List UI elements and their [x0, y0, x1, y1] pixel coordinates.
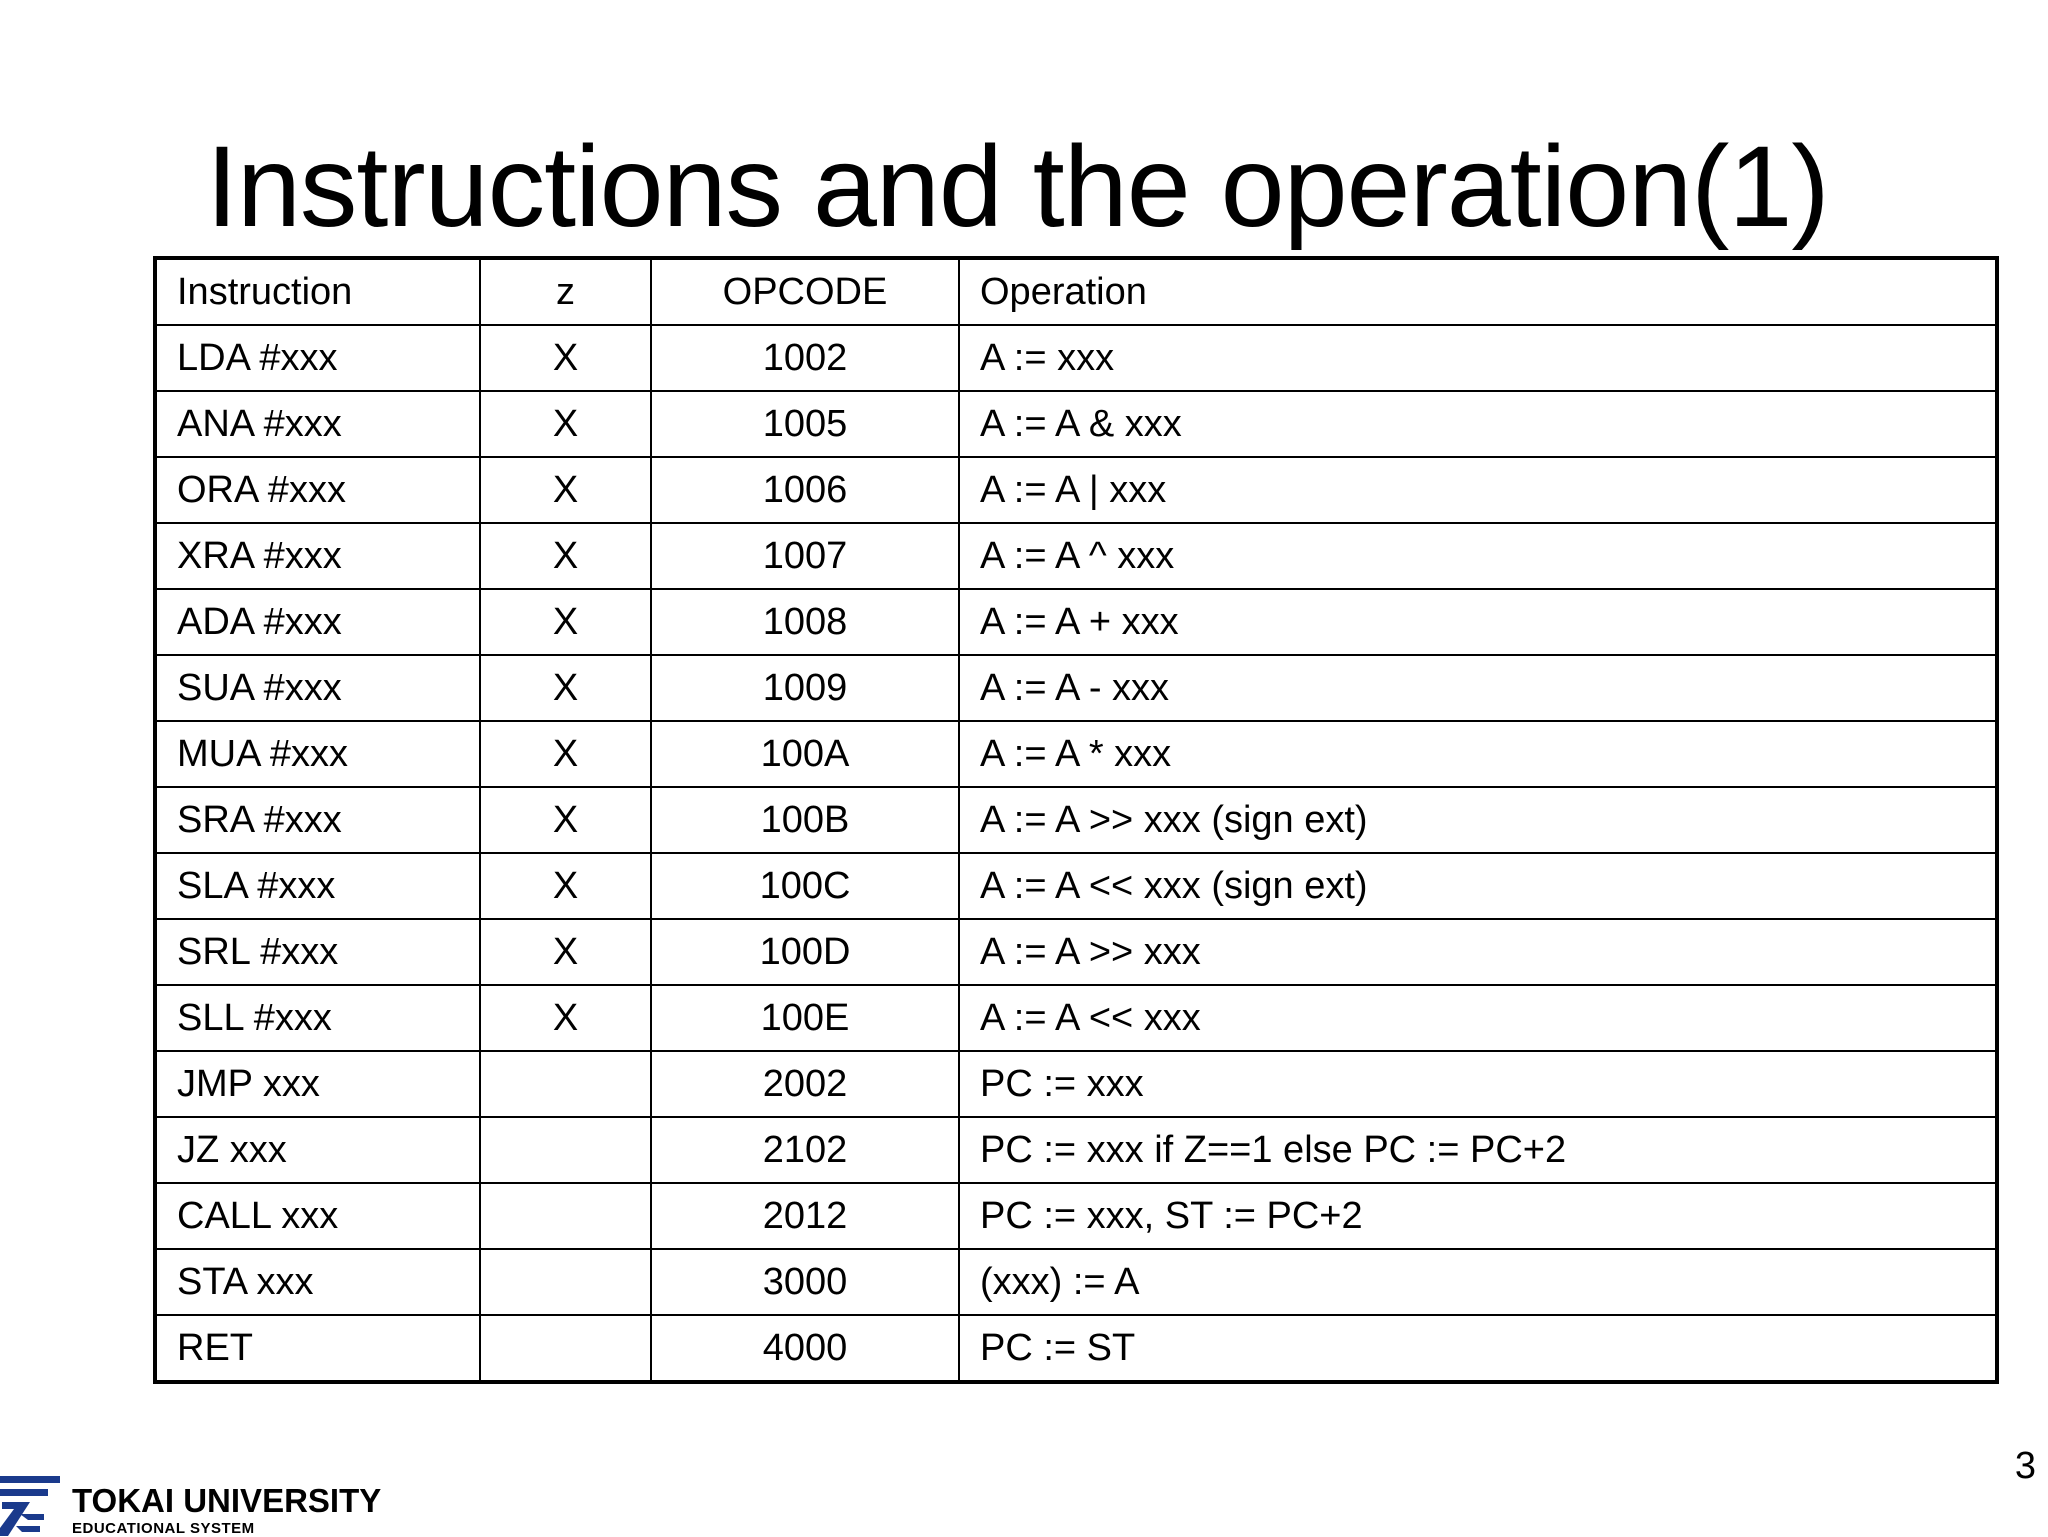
logo-name: TOKAI UNIVERSITY [72, 1482, 382, 1519]
cell-z: X [480, 985, 651, 1051]
header-instruction: Instruction [155, 258, 480, 325]
tokai-university-logo [0, 1470, 420, 1536]
cell-z [480, 1183, 651, 1249]
table-row [155, 853, 1997, 919]
header-row [155, 258, 1997, 325]
cell-instruction: JZ xxx [155, 1117, 480, 1183]
table-row [155, 523, 1997, 589]
header-operation: Operation [959, 258, 1997, 325]
cell-opcode: 100C [651, 853, 959, 919]
cell-operation: PC := ST [959, 1315, 1997, 1382]
cell-operation: PC := xxx, ST := PC+2 [959, 1183, 1997, 1249]
cell-instruction: XRA #xxx [155, 523, 480, 589]
cell-instruction: STA xxx [155, 1249, 480, 1315]
cell-z: X [480, 589, 651, 655]
cell-z: X [480, 457, 651, 523]
table-row [155, 589, 1997, 655]
cell-z [480, 1117, 651, 1183]
cell-instruction: MUA #xxx [155, 721, 480, 787]
cell-opcode: 1009 [651, 655, 959, 721]
table-row [155, 391, 1997, 457]
cell-opcode: 2012 [651, 1183, 959, 1249]
cell-operation: A := xxx [959, 325, 1997, 391]
cell-opcode: 2102 [651, 1117, 959, 1183]
header-opcode: OPCODE [651, 258, 959, 325]
cell-instruction: SUA #xxx [155, 655, 480, 721]
cell-opcode: 100B [651, 787, 959, 853]
table-row [155, 1249, 1997, 1315]
page-number: 3 [2014, 1445, 2036, 1487]
cell-z: X [480, 853, 651, 919]
cell-opcode: 1007 [651, 523, 959, 589]
cell-operation: A := A * xxx [959, 721, 1997, 787]
cell-instruction: RET [155, 1315, 480, 1382]
cell-z: X [480, 919, 651, 985]
cell-opcode: 3000 [651, 1249, 959, 1315]
cell-instruction: ANA #xxx [155, 391, 480, 457]
table-row [155, 1183, 1997, 1249]
table-row [155, 787, 1997, 853]
cell-instruction: SRA #xxx [155, 787, 480, 853]
instruction-table [153, 256, 1999, 1384]
cell-instruction: CALL xxx [155, 1183, 480, 1249]
logo-subtitle: EDUCATIONAL SYSTEM [72, 1520, 255, 1537]
header-z: z [480, 258, 651, 325]
cell-operation: A := A >> xxx [959, 919, 1997, 985]
cell-z [480, 1249, 651, 1315]
cell-operation: A := A >> xxx (sign ext) [959, 787, 1997, 853]
table-row [155, 1051, 1997, 1117]
cell-opcode: 1005 [651, 391, 959, 457]
table-row [155, 985, 1997, 1051]
cell-opcode: 4000 [651, 1315, 959, 1382]
cell-z: X [480, 523, 651, 589]
cell-instruction: ADA #xxx [155, 589, 480, 655]
cell-instruction: SLL #xxx [155, 985, 480, 1051]
cell-z: X [480, 391, 651, 457]
cell-opcode: 100E [651, 985, 959, 1051]
cell-operation: PC := xxx [959, 1051, 1997, 1117]
cell-z: X [480, 787, 651, 853]
cell-z: X [480, 325, 651, 391]
cell-opcode: 100A [651, 721, 959, 787]
tokai-wave-logo-icon [0, 1476, 62, 1536]
cell-opcode: 2002 [651, 1051, 959, 1117]
table-row [155, 721, 1997, 787]
cell-z: X [480, 655, 651, 721]
slide-title: Instructions and the operation(1) [206, 123, 1829, 251]
cell-operation: A := A - xxx [959, 655, 1997, 721]
cell-instruction: JMP xxx [155, 1051, 480, 1117]
cell-operation: A := A << xxx [959, 985, 1997, 1051]
table-row [155, 325, 1997, 391]
cell-instruction: ORA #xxx [155, 457, 480, 523]
cell-operation: PC := xxx if Z==1 else PC := PC+2 [959, 1117, 1997, 1183]
instruction-table-body [155, 325, 1997, 1382]
table-row [155, 457, 1997, 523]
cell-instruction: SRL #xxx [155, 919, 480, 985]
cell-opcode: 1002 [651, 325, 959, 391]
table-row [155, 655, 1997, 721]
cell-instruction: SLA #xxx [155, 853, 480, 919]
cell-instruction: LDA #xxx [155, 325, 480, 391]
table-row [155, 919, 1997, 985]
cell-opcode: 1008 [651, 589, 959, 655]
table-row [155, 1117, 1997, 1183]
cell-opcode: 1006 [651, 457, 959, 523]
cell-operation: A := A ^ xxx [959, 523, 1997, 589]
cell-z: X [480, 721, 651, 787]
cell-opcode: 100D [651, 919, 959, 985]
instruction-table-header [155, 258, 1997, 325]
cell-operation: A := A << xxx (sign ext) [959, 853, 1997, 919]
cell-operation: (xxx) := A [959, 1249, 1997, 1315]
cell-operation: A := A & xxx [959, 391, 1997, 457]
cell-z [480, 1315, 651, 1382]
cell-z [480, 1051, 651, 1117]
table-row [155, 1315, 1997, 1382]
cell-operation: A := A + xxx [959, 589, 1997, 655]
cell-operation: A := A | xxx [959, 457, 1997, 523]
